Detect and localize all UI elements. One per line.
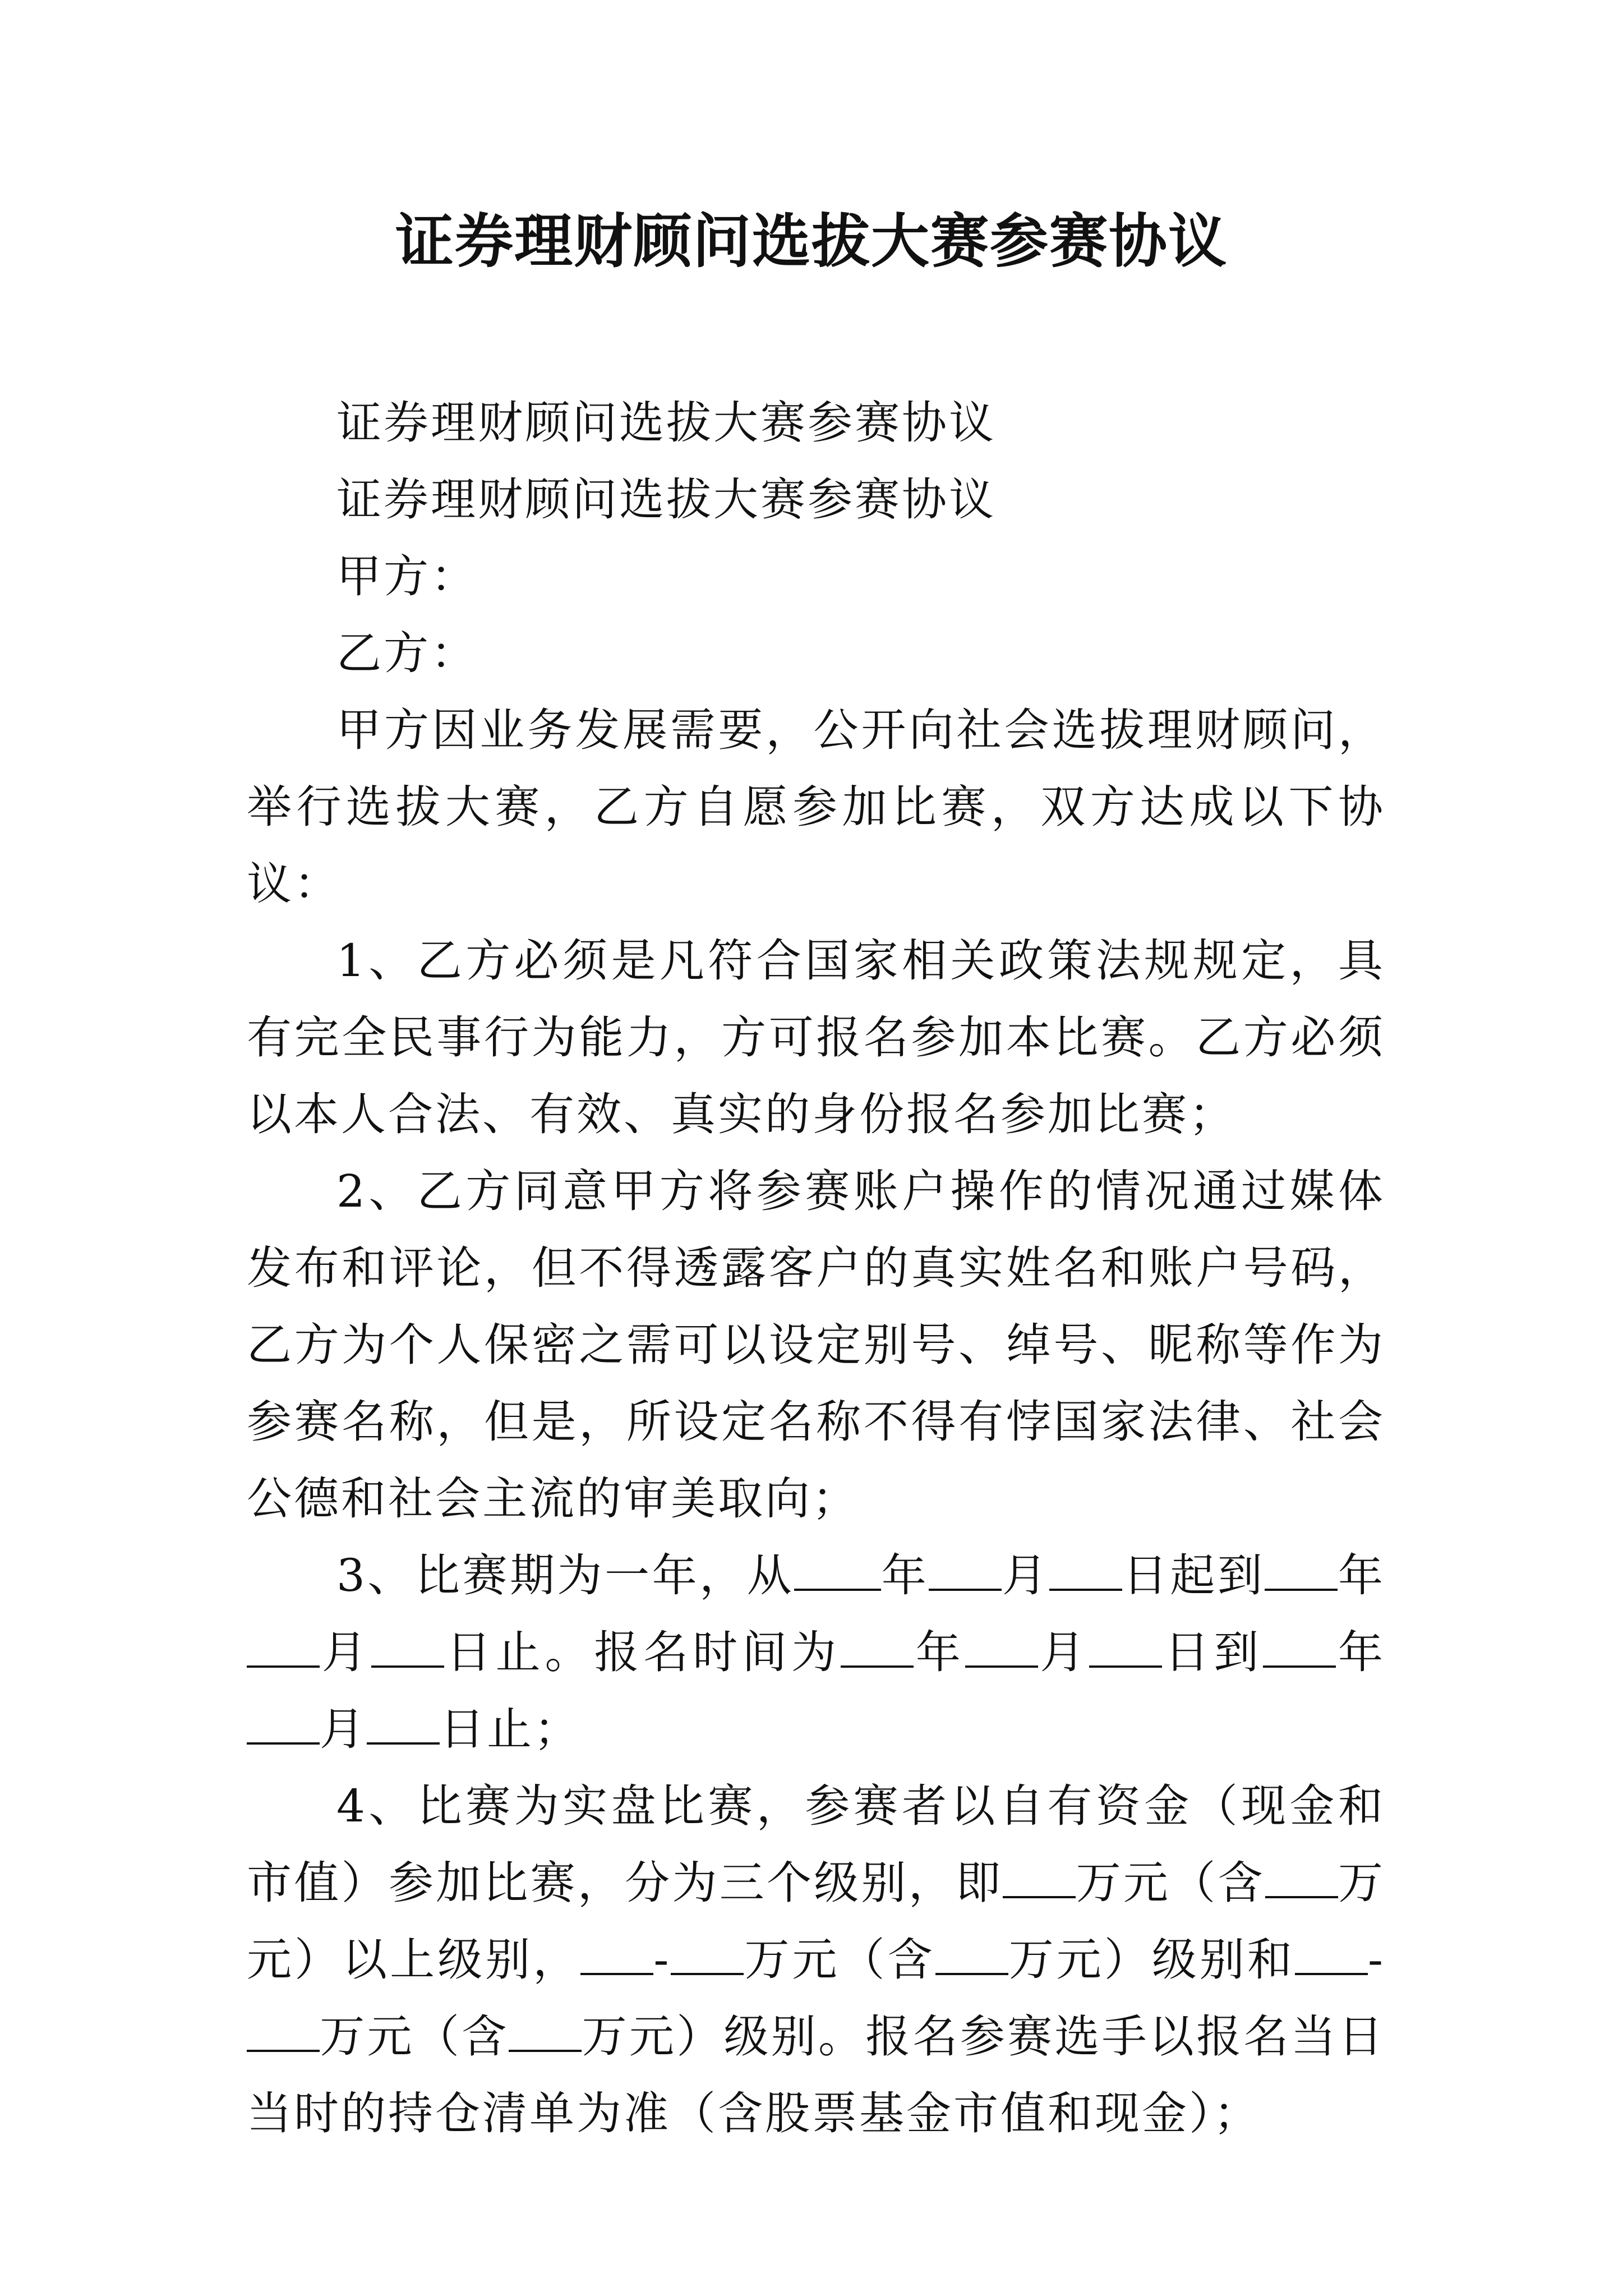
clause-3-text: 日止。报名时间为: [444, 1626, 841, 1678]
registration-start-month-blank: [965, 1625, 1038, 1668]
party-b-label: 乙方：: [336, 627, 478, 679]
clause-3-text: 年: [1338, 1549, 1385, 1602]
start-day-blank: [1049, 1548, 1122, 1591]
clause-4-text: -: [653, 1934, 671, 1986]
tier-3-low-blank: [1295, 1932, 1368, 1975]
subtitle-line-2: 证券理财顾问选拔大赛参赛协议: [336, 473, 996, 526]
document-body: [247, 384, 1385, 2152]
clause-3-text: 月: [1002, 1549, 1050, 1602]
clause-4-text: 万元）级别。报名参赛选手以报名当日当时的持仓清单为准（含股票基金市值和现金）；: [247, 2010, 1386, 2139]
clause-3-text: 年: [881, 1549, 929, 1602]
clause-3-text: 年: [913, 1626, 965, 1678]
party-a-label: 甲方：: [336, 550, 478, 602]
registration-end-year-blank: [1263, 1625, 1336, 1668]
clause-1: 1、乙方必须是凡符合国家相关政策法规规定，具有完全民事行为能力，方可报名参加本比赛。乙方必须以本人合法、有效、真实的身份报名参加比赛；: [247, 935, 1385, 1140]
tier-2-included-blank: [935, 1932, 1008, 1975]
registration-end-month-blank: [247, 1702, 320, 1745]
clause-3-text: 月: [320, 1626, 371, 1678]
registration-end-day-blank: [367, 1702, 440, 1745]
start-month-blank: [929, 1548, 1002, 1591]
end-month-blank: [247, 1625, 320, 1668]
clause-4-text: 万元）级别和: [1008, 1934, 1295, 1986]
clause-4-text: 万元（含: [320, 2010, 509, 2063]
start-year-blank: [794, 1548, 881, 1591]
registration-start-year-blank: [841, 1625, 914, 1668]
registration-start-day-blank: [1089, 1625, 1162, 1668]
clause-3-text: 3、比赛期为一年，从: [336, 1549, 795, 1602]
clause-4-text: 4、比赛为实盘比赛，参赛者以自有资金（现金和市值）参加比赛，分为三个级别，即: [247, 1780, 1385, 1909]
end-year-blank: [1265, 1548, 1338, 1591]
tier-3-included-blank: [509, 2009, 582, 2052]
clause-3-text: 月: [1038, 1626, 1090, 1678]
clause-4-text: -: [1368, 1934, 1386, 1986]
end-day-blank: [371, 1625, 444, 1668]
tier-3-high-blank: [247, 2009, 320, 2052]
document-title: 证券理财顾问选拔大赛参赛协议: [395, 206, 1228, 275]
clause-4-text: 万元（含: [1076, 1857, 1265, 1909]
clause-3-text: 日止；: [440, 1703, 581, 1755]
clause-3-text: 日起到: [1122, 1549, 1265, 1602]
tier-1-amount-blank: [1003, 1856, 1076, 1898]
subtitle-line-1: 证券理财顾问选拔大赛参赛协议: [336, 397, 996, 449]
intro-paragraph: 甲方因业务发展需要，公开向社会选拔理财顾问，举行选拔大赛，乙方自愿参加比赛，双方达成以下协议：: [247, 704, 1385, 910]
clause-3-text: 日到: [1162, 1626, 1264, 1678]
tier-2-high-blank: [671, 1932, 744, 1975]
clause-3: [247, 1537, 1385, 1768]
clause-3-text: 月: [320, 1703, 367, 1755]
clause-2: 2、乙方同意甲方将参赛账户操作的情况通过媒体发布和评论，但不得透露客户的真实姓名和账户号码，乙方为个人保密之需可以设定别号、绰号、昵称等作为参赛名称，但是，所设定名称不得有悖国家法律、社会公德和社会主流的审美取向；: [247, 1165, 1385, 1525]
tier-1-included-blank: [1265, 1856, 1338, 1898]
clause-3-text: 年: [1336, 1626, 1386, 1678]
clause-4-text: 万元（含: [744, 1934, 935, 1986]
clause-4: [247, 1768, 1385, 2152]
clause-4-text: 万元）以上级别，: [247, 1857, 1386, 1986]
tier-2-low-blank: [580, 1932, 653, 1975]
